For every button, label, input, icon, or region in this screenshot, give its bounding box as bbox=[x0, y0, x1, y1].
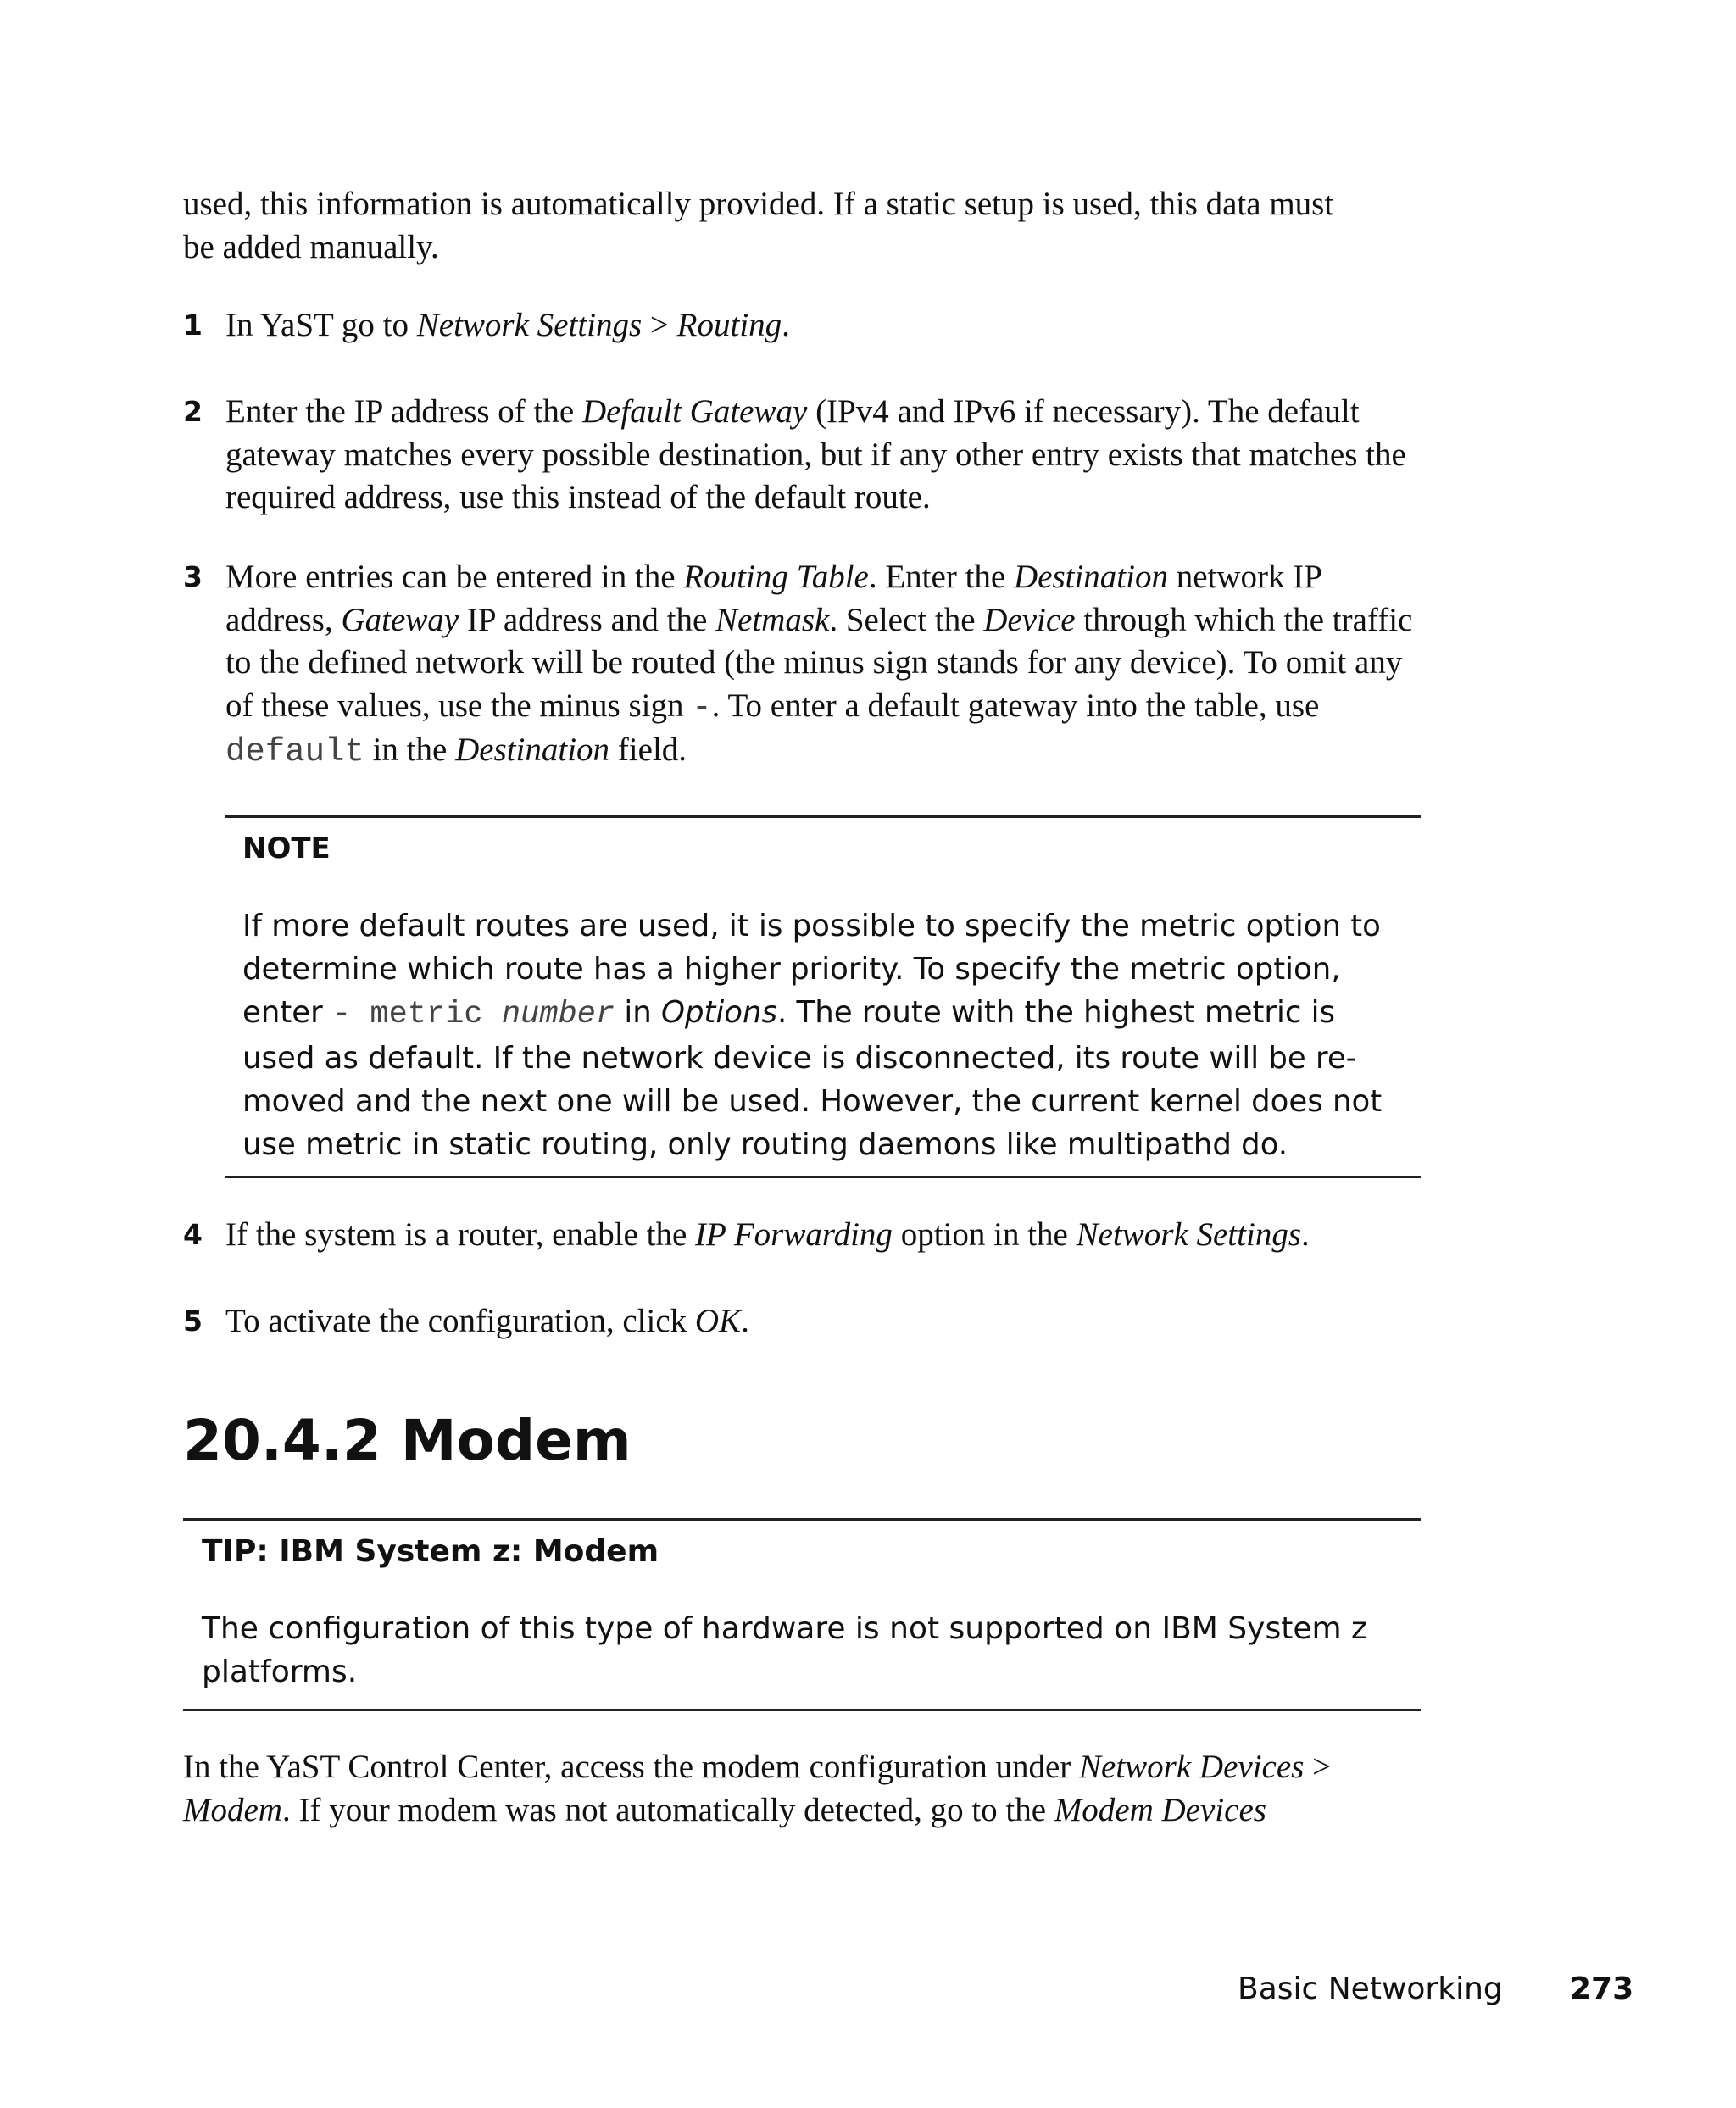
ui-term: Default Gateway bbox=[581, 393, 808, 430]
text-run: . bbox=[741, 1303, 749, 1339]
ui-term: Netmask bbox=[715, 601, 830, 638]
step-text bbox=[225, 304, 1421, 348]
ui-term: Device bbox=[983, 601, 1076, 638]
text-run: . Select the bbox=[829, 601, 984, 638]
intro-line-1: used, this information is automatically provided. If a static setup is used, this data must bbox=[183, 186, 1334, 222]
ui-term: Destination bbox=[1013, 559, 1168, 595]
note-body bbox=[242, 904, 1412, 1166]
text-run: . bbox=[782, 307, 790, 343]
ui-term: Network Settings bbox=[1076, 1216, 1301, 1253]
ui-term: Network Devices bbox=[1079, 1749, 1305, 1785]
ui-term: Modem Devices bbox=[1054, 1791, 1266, 1828]
intro-line-2: be added manually. bbox=[183, 228, 439, 265]
text-run: IP address and the bbox=[459, 601, 716, 638]
text-run: in the bbox=[364, 731, 456, 768]
page-number: 273 bbox=[1570, 1972, 1634, 2006]
note-bottom-rule bbox=[225, 1176, 1421, 1178]
note-top-rule bbox=[225, 815, 1421, 818]
ui-term: Modem bbox=[183, 1791, 282, 1828]
text-run: . Enter the bbox=[868, 559, 1014, 595]
text-run: . The route with the highest metric is used as default. If the network device is disconnected, its route will be re-moved and the next one will be used. However, the current kernel does not use metric in static routing, only routing daemons like multipathd do. bbox=[242, 995, 1383, 1162]
ui-term: Network Settings bbox=[416, 307, 643, 343]
step-3 bbox=[183, 556, 1421, 774]
text-run: . bbox=[1301, 1216, 1310, 1253]
text-run: > bbox=[642, 307, 677, 343]
step-2 bbox=[183, 391, 1421, 520]
code-literal: - bbox=[692, 688, 712, 726]
step-number: 1 bbox=[183, 309, 203, 342]
text-run: Enter the IP address of the bbox=[225, 393, 582, 430]
text-run: field. bbox=[609, 731, 687, 768]
ui-term: Routing Table bbox=[683, 559, 869, 595]
footer-chapter-label: Basic Networking bbox=[1238, 1972, 1503, 2006]
code-literal: default bbox=[225, 733, 364, 770]
ui-term: Options bbox=[661, 995, 777, 1030]
tip-title: TIP: IBM System z: Modem bbox=[202, 1534, 659, 1569]
closing-paragraph bbox=[183, 1746, 1421, 1832]
step-text bbox=[225, 1214, 1421, 1257]
text-run: If the system is a router, enable the bbox=[225, 1216, 695, 1253]
ui-term: Gateway bbox=[341, 601, 459, 638]
text-run: More entries can be entered in the bbox=[225, 559, 684, 595]
text-run: > bbox=[1304, 1749, 1332, 1785]
text-run: (IPv4 and IPv6 if necessary). The default gateway matches every possible destination, but if any other entry exists that matches the required address, use this instead of the default route. bbox=[225, 393, 1406, 515]
intro-paragraph bbox=[183, 183, 1421, 269]
step-number: 5 bbox=[183, 1304, 203, 1338]
text-run: through which the traffic to the defined network will be routed (the minus sign stands for any device). To omit any of these values, use the minus sign bbox=[225, 601, 1413, 724]
text-run: option in the bbox=[892, 1216, 1077, 1253]
tip-bottom-rule bbox=[183, 1709, 1421, 1711]
step-text bbox=[225, 391, 1421, 520]
text-run: . If your modem was not automatically detected, go to the bbox=[281, 1791, 1054, 1828]
step-number: 3 bbox=[183, 560, 203, 593]
step-text bbox=[225, 1300, 1421, 1343]
tip-top-rule bbox=[183, 1518, 1421, 1521]
step-1 bbox=[183, 304, 1421, 348]
text-run: If more default routes are used, it is possible to specify the metric option to determine which route has a higher priority. To specify the metric option, enter bbox=[242, 909, 1381, 1030]
code-placeholder: number bbox=[501, 997, 615, 1032]
text-run: in bbox=[615, 995, 661, 1030]
step-5 bbox=[183, 1300, 1421, 1343]
step-number: 4 bbox=[183, 1218, 203, 1251]
ui-term: OK bbox=[694, 1303, 742, 1339]
text-run: network IP address, bbox=[225, 559, 1321, 638]
section-heading: 20.4.2 Modem bbox=[183, 1408, 632, 1473]
text-run: . To enter a default gateway into the table, use bbox=[711, 687, 1320, 724]
text-run: In YaST go to bbox=[225, 307, 417, 343]
ui-term: Destination bbox=[455, 731, 610, 768]
tip-body: The configuration of this type of hardware is not supported on IBM System z platforms. bbox=[202, 1611, 1367, 1689]
ui-term: IP Forwarding bbox=[695, 1216, 893, 1253]
step-number: 2 bbox=[183, 395, 203, 428]
ui-term: Routing bbox=[676, 307, 782, 343]
step-4 bbox=[183, 1214, 1421, 1257]
code-literal: - metric bbox=[331, 997, 502, 1032]
text-run: To activate the configuration, click bbox=[225, 1303, 695, 1339]
note-title: NOTE bbox=[242, 832, 331, 865]
step-text bbox=[225, 556, 1421, 774]
text-run: In the YaST Control Center, access the modem configuration under bbox=[183, 1749, 1079, 1785]
